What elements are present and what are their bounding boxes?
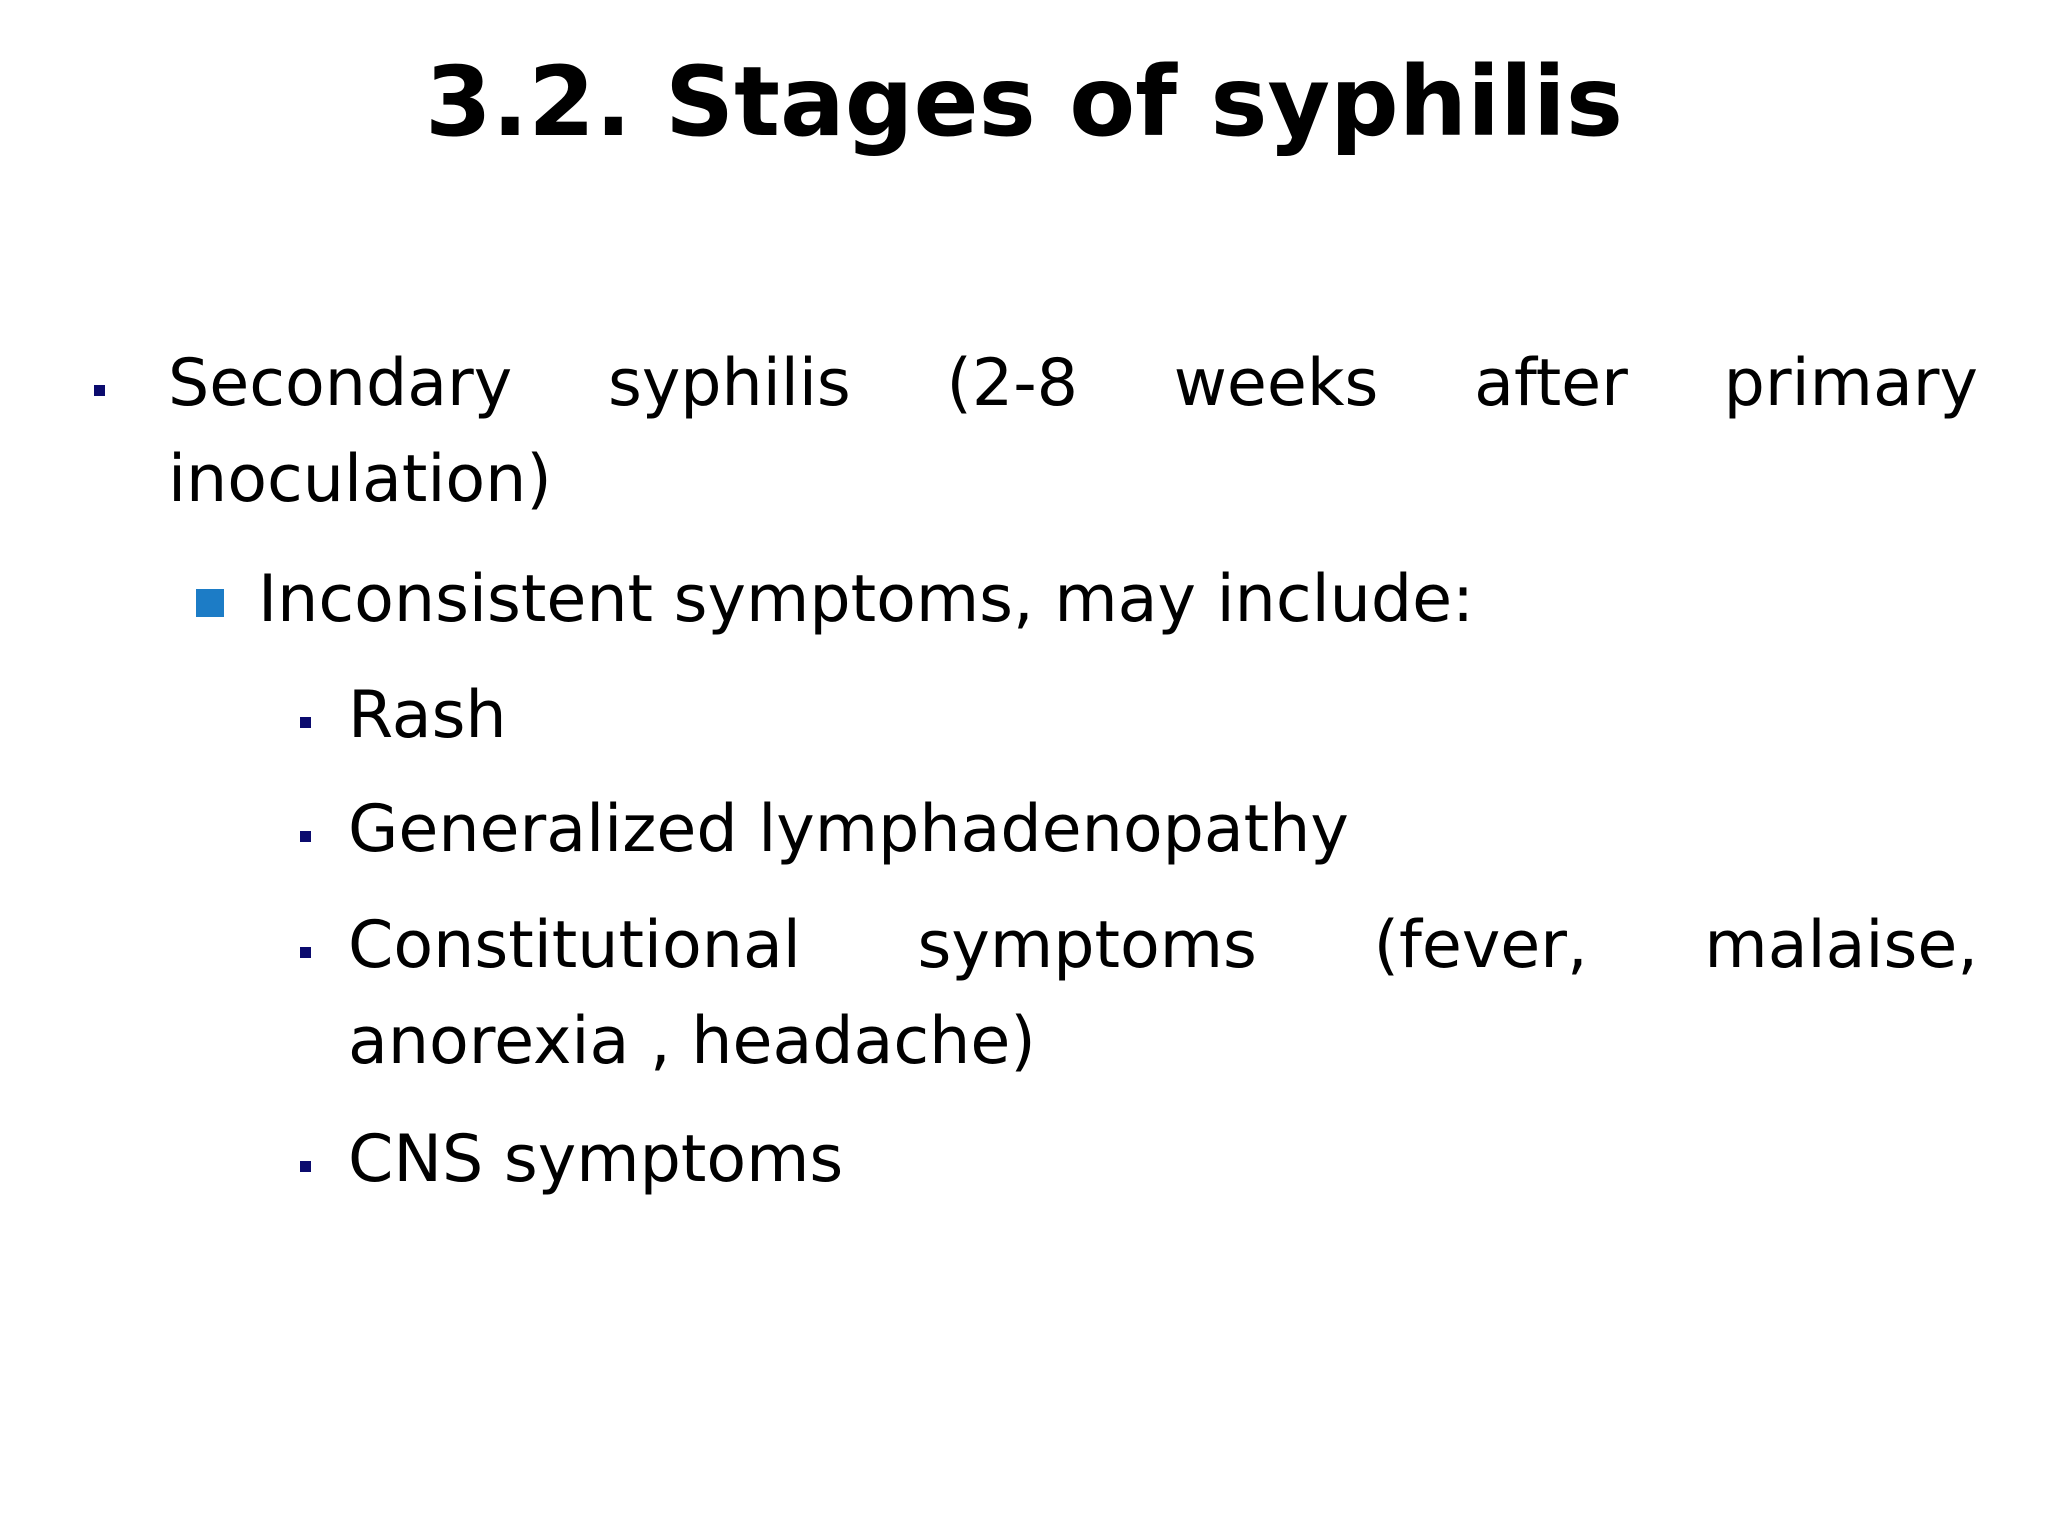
bullet-inconsistent-symptoms	[258, 552, 1978, 648]
bullet-text: Constitutional symptoms (fever, malaise, anorexia , headache)	[348, 908, 1978, 1079]
bullet-text: Rash	[348, 678, 507, 753]
small-square-bullet-icon	[300, 947, 311, 958]
small-square-bullet-icon	[300, 1161, 311, 1172]
small-square-bullet-icon	[300, 831, 311, 842]
small-square-bullet-icon	[300, 717, 311, 728]
bullet-constitutional-symptoms	[348, 898, 1978, 1090]
slide-title: 3.2. Stages of syphilis	[425, 46, 1623, 158]
blue-square-bullet-icon	[196, 589, 224, 617]
small-square-bullet-icon	[94, 385, 105, 396]
bullet-text: Secondary syphilis (2-8 weeks after primary inoculation)	[168, 346, 1978, 517]
bullet-text: Inconsistent symptoms, may include:	[258, 562, 1475, 637]
bullet-text: CNS symptoms	[348, 1122, 844, 1197]
bullet-lymphadenopathy	[348, 782, 1978, 878]
bullet-text: Generalized lymphadenopathy	[348, 792, 1349, 867]
bullet-cns-symptoms	[348, 1112, 1978, 1208]
bullet-secondary-syphilis	[168, 336, 1978, 528]
bullet-rash	[348, 668, 1978, 764]
